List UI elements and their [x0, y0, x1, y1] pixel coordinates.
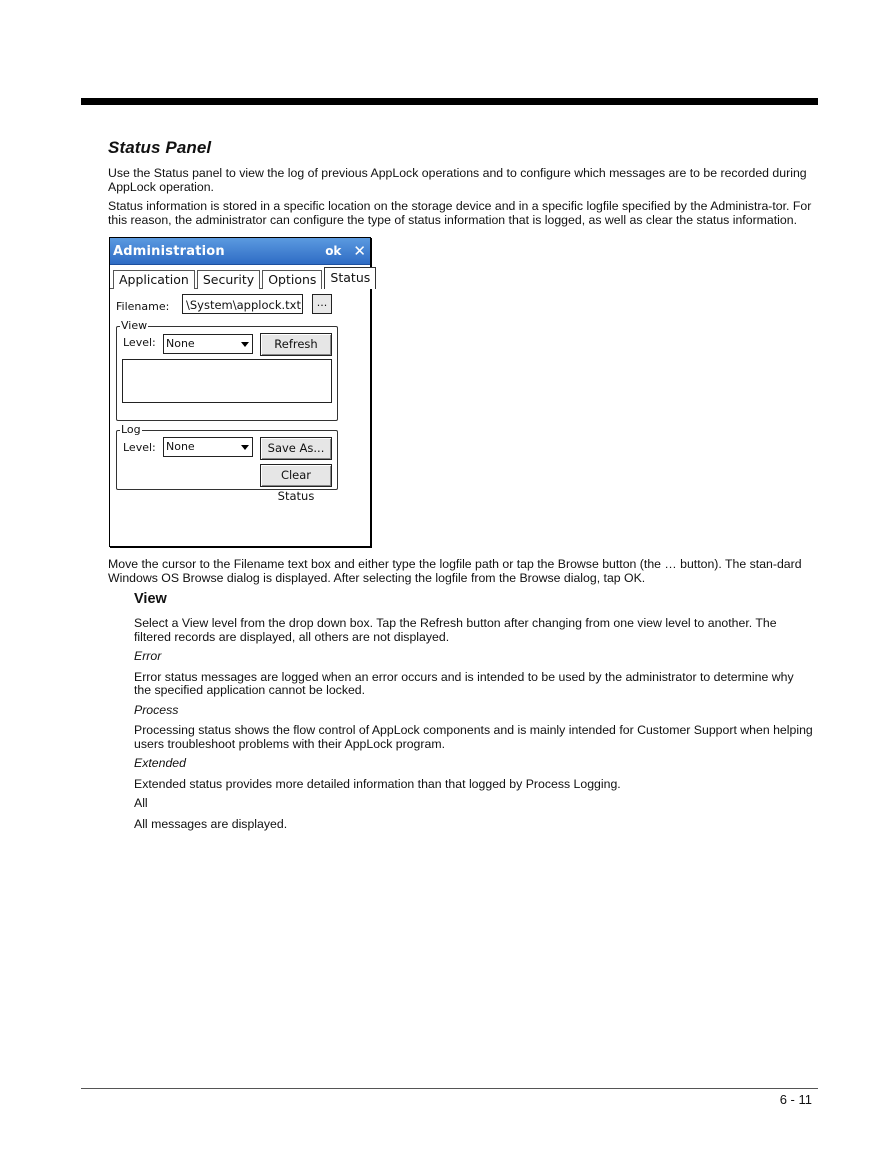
chevron-down-icon [241, 445, 249, 450]
view-group-legend: View [121, 319, 148, 332]
administration-dialog [109, 237, 371, 547]
dialog-title: Administration [113, 243, 225, 259]
browse-button[interactable]: ... [312, 294, 332, 314]
level-all-description: All messages are displayed. [134, 816, 288, 831]
view-level-label: Level: [123, 336, 156, 349]
intro-paragraph-1: Use the Status panel to view the log of previous AppLock operations and to configure which messages are to be recorded during AppLock operation. [108, 166, 807, 194]
page-content [108, 138, 814, 837]
top-rule [81, 98, 818, 105]
save-as-button[interactable]: Save As... [260, 437, 332, 460]
filename-input[interactable]: \System\applock.txt [182, 294, 303, 314]
log-level-select[interactable] [163, 437, 253, 457]
view-level-value: None [166, 337, 195, 350]
bottom-rule [81, 1088, 818, 1089]
log-level-label: Level: [123, 441, 156, 454]
view-group [116, 319, 338, 421]
chevron-down-icon [241, 342, 249, 347]
view-section-title: View [134, 591, 167, 607]
tab-status[interactable]: Status [324, 267, 376, 289]
tab-options[interactable]: Options [262, 270, 322, 289]
level-process-name: Process [134, 702, 179, 717]
ok-button[interactable]: ok [325, 244, 342, 258]
level-error-description: Error status messages are logged when an error occurs and is intended to be used by the administrator to determine why the specified application cannot be locked. [134, 669, 794, 697]
close-icon[interactable]: ✕ [353, 241, 366, 260]
level-all-name: All [134, 796, 148, 810]
after-dialog-paragraph: Move the cursor to the Filename text box and either type the logfile path or tap the Browse button (the … button). The stan-dard Windows OS Browse dialog is displayed. After selecting the logfile from the Browse dialog, tap OK. [108, 557, 802, 585]
dialog-titlebar [110, 238, 370, 265]
tab-strip [113, 268, 378, 289]
status-log-listbox[interactable] [122, 359, 332, 403]
view-level-select[interactable] [163, 334, 253, 354]
log-group [116, 423, 338, 503]
view-section-description: Select a View level from the drop down box. Tap the Refresh button after changing from one view level to another. The filtered records are displayed, all others are not displayed. [134, 616, 777, 644]
tab-application[interactable]: Application [113, 270, 195, 289]
intro-paragraph-2: Status information is stored in a specific location on the storage device and in a specific logfile specified by the Administra-tor. For this reason, the administrator can configure the type of status information that is logged, as well as clear the status information. [108, 199, 812, 227]
log-level-value: None [166, 440, 195, 453]
level-process-description: Processing status shows the flow control of AppLock components and is mainly intended for Customer Support when helping users troubleshoot problems with their AppLock program. [134, 723, 813, 751]
refresh-button[interactable]: Refresh [260, 333, 332, 356]
level-error-name: Error [134, 649, 162, 663]
section-title: Status Panel [108, 138, 212, 157]
log-group-legend: Log [121, 423, 141, 436]
filename-label: Filename: [116, 300, 170, 313]
level-extended-description: Extended status provides more detailed information than that logged by Process Logging. [134, 776, 621, 791]
level-extended-name: Extended [134, 756, 186, 770]
tab-security[interactable]: Security [197, 270, 260, 289]
page-number: 6 - 11 [779, 1092, 812, 1107]
clear-status-button[interactable]: Clear Status [260, 464, 332, 487]
